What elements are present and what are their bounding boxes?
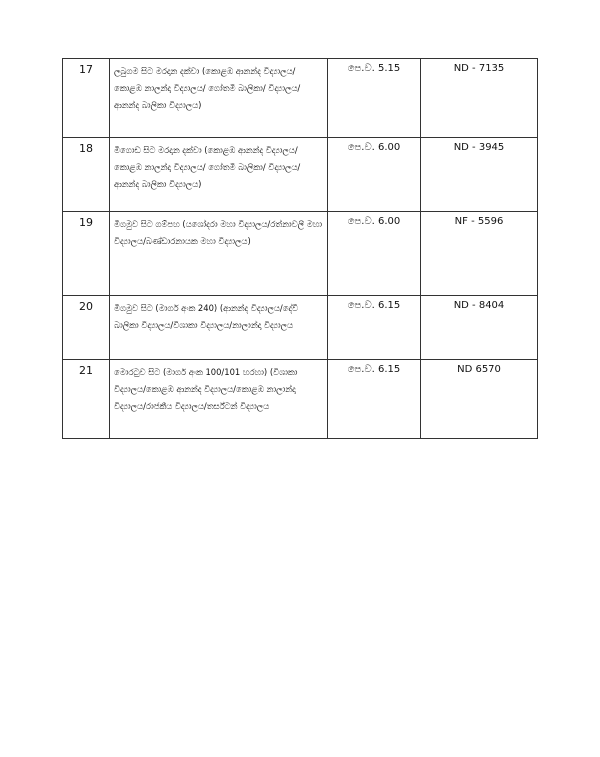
bus-number: NF - 5596 bbox=[421, 212, 538, 296]
departure-time: පෙ.ව. 6.00 bbox=[328, 138, 421, 212]
row-number: 20 bbox=[63, 296, 110, 360]
row-number: 17 bbox=[63, 59, 110, 138]
bus-number: ND 6570 bbox=[421, 360, 538, 439]
table-row bbox=[63, 212, 538, 296]
row-number: 19 bbox=[63, 212, 110, 296]
route-description: මොරටුව සිට (මාර්ග අංක 100/101 හරහා) (විශාකා විද්‍යාලය/කොළඹ ආනන්ද විද්‍යාලය/කොළඹ නාලාන්දා විද්‍යාලය/රාජකීය විද්‍යාලය/තර්ස්ටන් විද්‍යාලය bbox=[110, 360, 328, 439]
table-row bbox=[63, 138, 538, 212]
route-description: මීගමුව සිට (මාර්ග අංක 240) (ආනන්ද විද්‍යාලය/දේවී බාලිකා විද්‍යාලය/විශාකා විද්‍යාලය/නාලාන්දා විද්‍යාලය bbox=[110, 296, 328, 360]
departure-time: පෙ.ව. 5.15 bbox=[328, 59, 421, 138]
departure-time: පෙ.ව. 6.00 bbox=[328, 212, 421, 296]
route-description: මීගොඩ සිට මරදාන දක්වා (කොළඹ ආනන්ද විද්‍යාලය/ කොළඹ නාලන්දා විද්‍යාලය/ ගෝතමී බාලිකා/ විද්‍යාලය/ආනන්ද බාලිකා විද්‍යාලය) bbox=[110, 138, 328, 212]
departure-time: පෙ.ව. 6.15 bbox=[328, 360, 421, 439]
bus-number: ND - 7135 bbox=[421, 59, 538, 138]
bus-number: ND - 3945 bbox=[421, 138, 538, 212]
route-description: මීගමුව සිට ගම්පහ (යශෝදරා මහා විද්‍යාලය/රත්නාවලී මහා විද්‍යාලය/බණ්ඩාරනායක මහා විද්‍යාලය) bbox=[110, 212, 328, 296]
row-number: 21 bbox=[63, 360, 110, 439]
table-row bbox=[63, 360, 538, 439]
row-number: 18 bbox=[63, 138, 110, 212]
departure-time: පෙ.ව. 6.15 bbox=[328, 296, 421, 360]
table-row bbox=[63, 296, 538, 360]
bus-route-table bbox=[62, 58, 538, 439]
route-description: ලබුගම සිට මරදාන දක්වා (කොළඹ ආනන්ද විද්‍යාලය/ කොළඹ නාලන්දා විද්‍යාලය/ ගෝතමී බාලිකා/ විද්‍යාලය/ආනන්ද බාලිකා විද්‍යාලය) bbox=[110, 59, 328, 138]
table-row bbox=[63, 59, 538, 138]
bus-number: ND - 8404 bbox=[421, 296, 538, 360]
